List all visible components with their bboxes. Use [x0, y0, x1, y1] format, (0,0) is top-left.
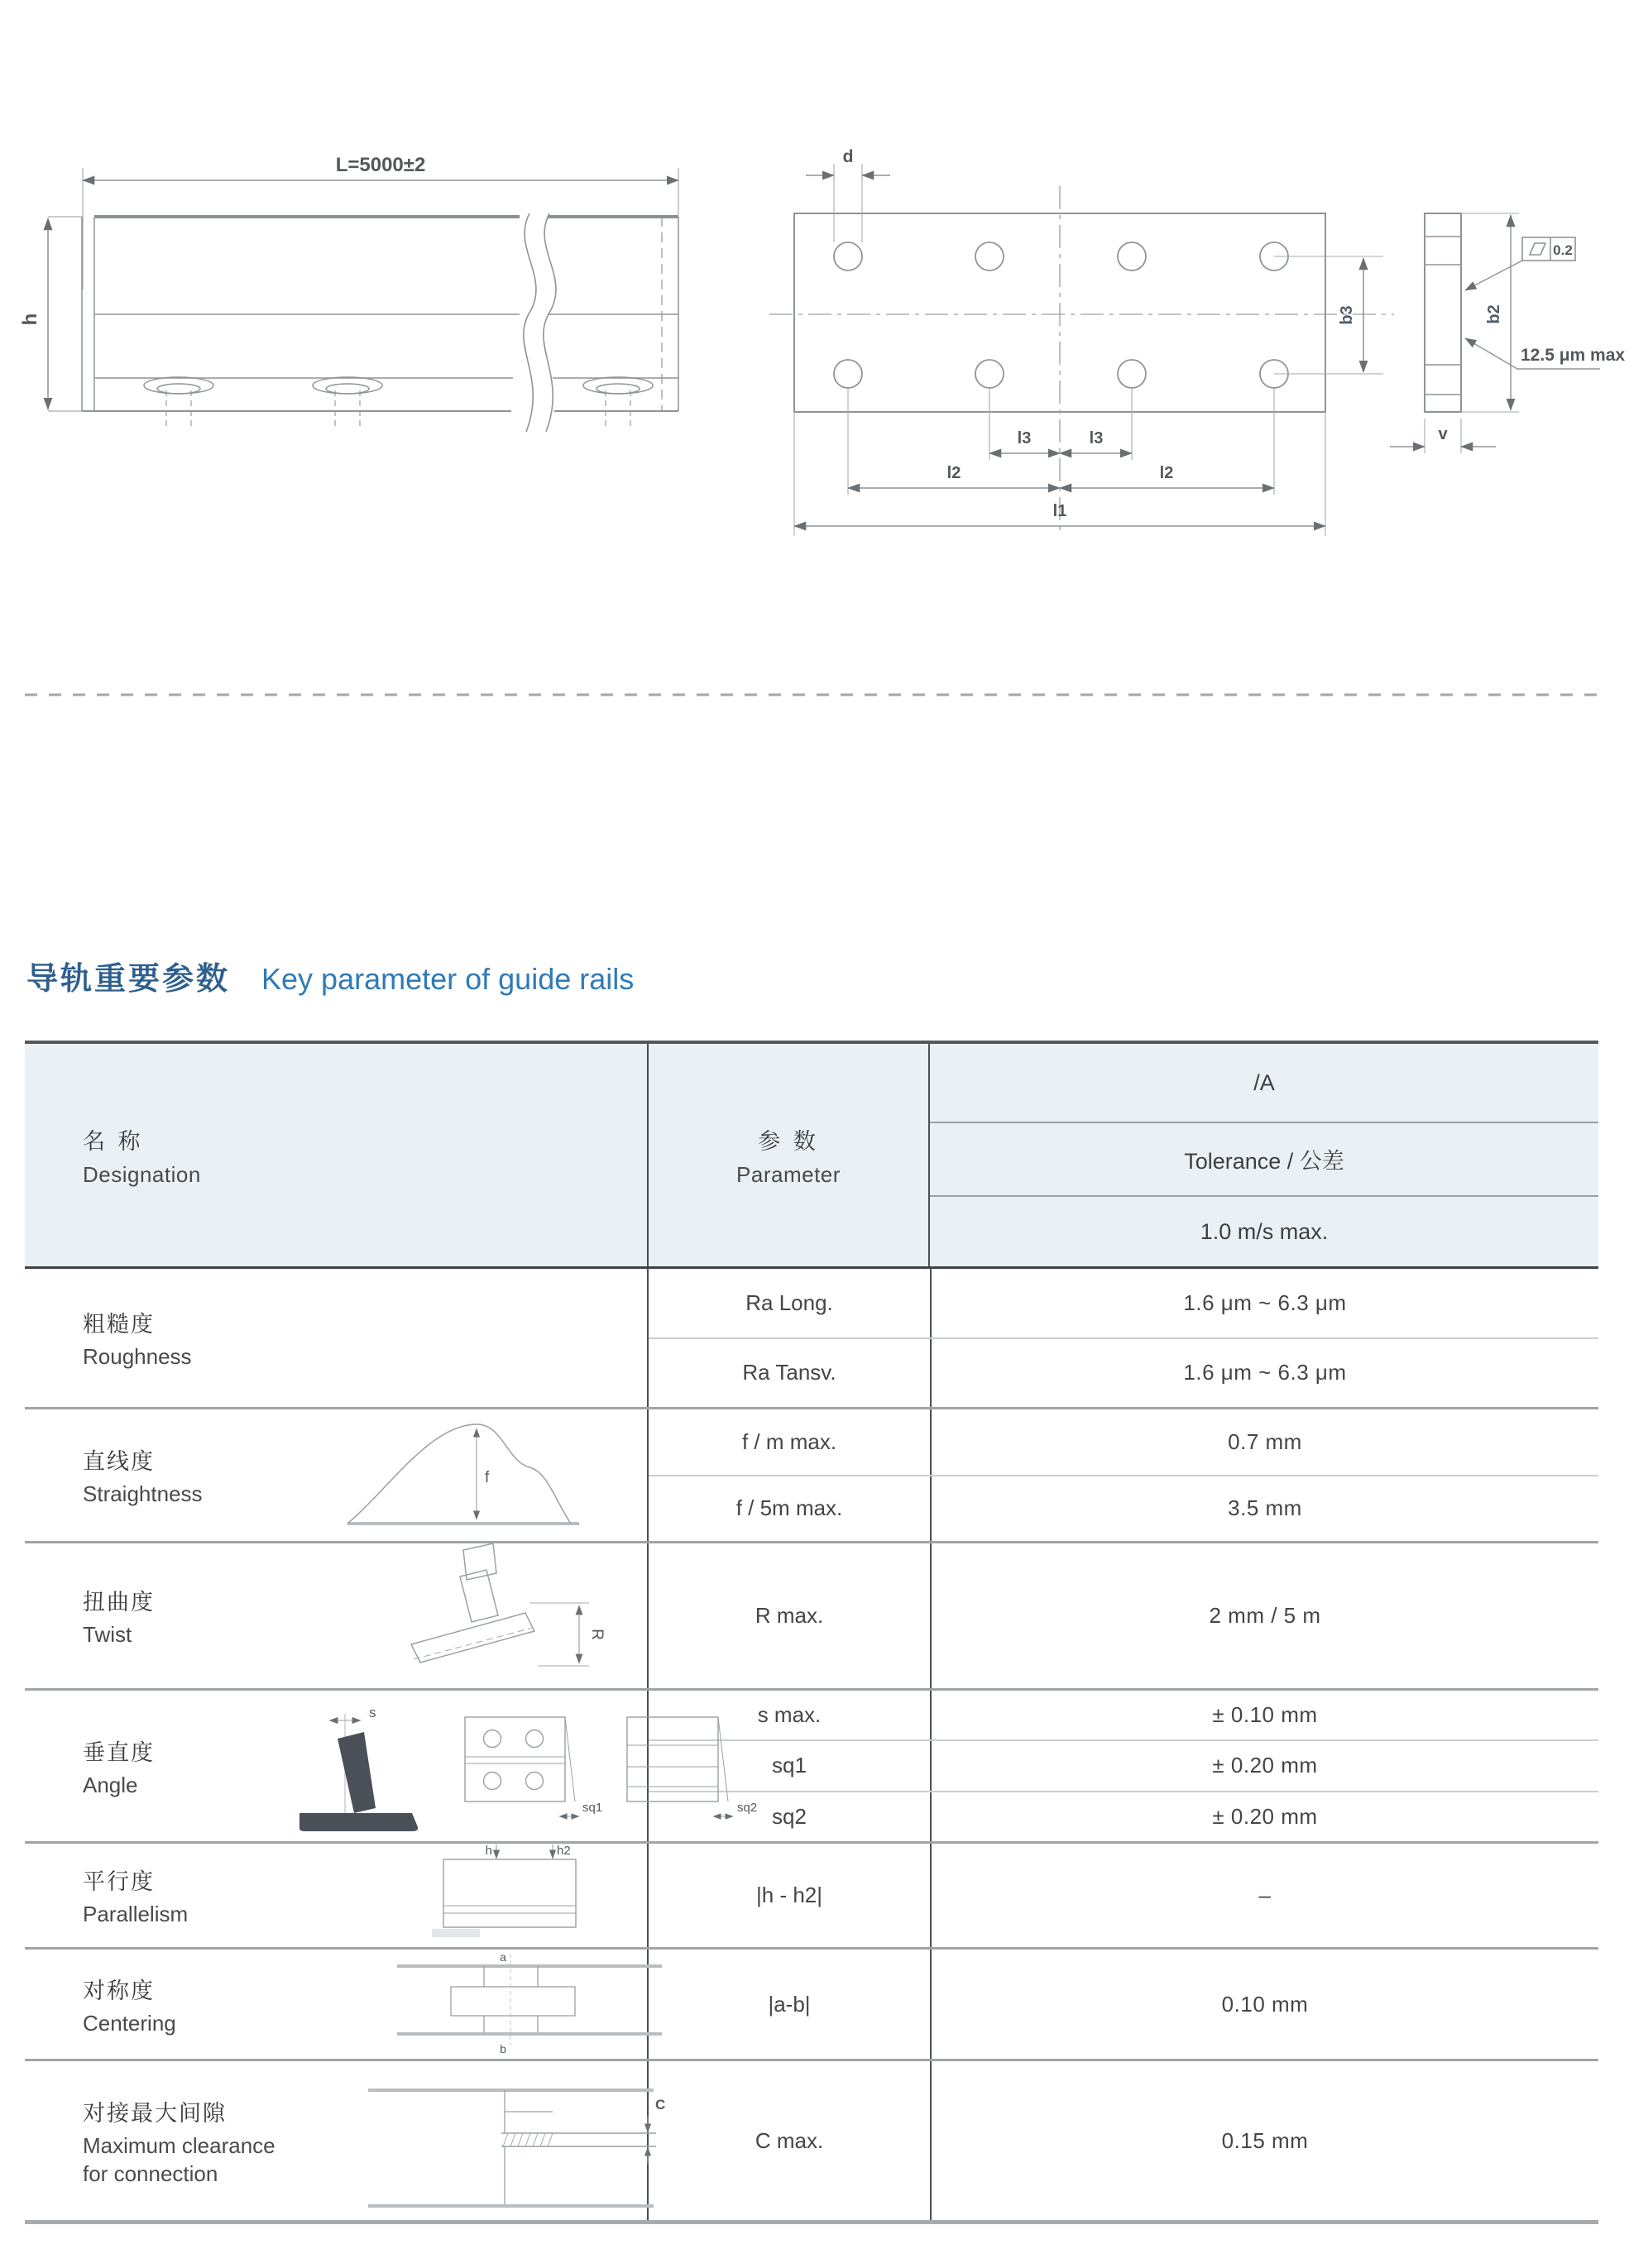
countersink-holes: [144, 377, 653, 430]
row-name-zh: 平行度: [83, 1869, 155, 1894]
value-cell: 3.5 mm: [930, 1476, 1598, 1542]
header-parameter-en: Parameter: [736, 1161, 841, 1187]
row-name-en: Twist: [83, 1622, 132, 1647]
a-label: a: [500, 1950, 506, 1964]
key-parameter-table: [25, 1041, 1598, 2224]
C-label: C: [655, 2097, 666, 2112]
value-cell: 0.7 mm: [930, 1409, 1598, 1475]
param-cell: |a-b|: [768, 1991, 811, 2017]
value-cell: 1.6 μm ~ 6.3 μm: [930, 1339, 1598, 1408]
f-label: f: [485, 1469, 490, 1486]
value-cell: 0.10 mm: [930, 1950, 1598, 2059]
row-name-en: Straightness: [83, 1481, 203, 1506]
row-name-en: Angle: [83, 1772, 138, 1797]
value-cell: ± 0.10 mm: [930, 1691, 1598, 1739]
header-designation-zh: 名 称: [83, 1128, 144, 1154]
b3-dim-label: b3: [1338, 305, 1356, 325]
value-cell: ± 0.20 mm: [930, 1792, 1598, 1841]
R-label: R: [588, 1629, 606, 1640]
b-label: b: [500, 2042, 506, 2055]
param-cell: C max.: [755, 2127, 824, 2153]
header-parameter-zh: 参 数: [758, 1128, 819, 1154]
flatness-tolerance-frame: [1465, 237, 1575, 290]
section-heading-zh: 导轨重要参数: [26, 962, 231, 997]
sq1-label: sq1: [582, 1801, 603, 1815]
row-name-zh: 粗糙度: [83, 1312, 155, 1337]
param-cell: sq2: [772, 1803, 807, 1829]
param-cell: f / m max.: [741, 1428, 837, 1454]
param-cell: f / 5m max.: [735, 1495, 843, 1521]
table-row-roughness: [25, 1269, 1598, 1409]
param-cell: sq1: [772, 1753, 807, 1778]
l2-dim-label: l2: [1159, 464, 1174, 482]
value-cell: –: [930, 1844, 1598, 1947]
row-name-zh: 扭曲度: [83, 1590, 155, 1615]
param-cell: Ra Tansv.: [742, 1360, 836, 1385]
l3-dim-label: l3: [1017, 429, 1032, 447]
h-label: h: [485, 1844, 492, 1858]
height-dim-label: h: [19, 313, 41, 326]
header-class-label: /A: [1253, 1069, 1275, 1095]
value-cell: 1.6 μm ~ 6.3 μm: [930, 1269, 1598, 1337]
l3-dim-label: l3: [1089, 429, 1104, 447]
header-speed-label: 1.0 m/s max.: [930, 1195, 1598, 1266]
mounting-holes: [834, 242, 1288, 388]
row-name-en: Parallelism: [83, 1902, 189, 1926]
table-row-straightness: [25, 1409, 1598, 1543]
param-cell: s max.: [757, 1702, 822, 1728]
sq2-label: sq2: [737, 1801, 758, 1815]
h2-label: h2: [557, 1844, 571, 1858]
section-heading: [26, 953, 634, 998]
b2-dim-label: b2: [1485, 304, 1503, 324]
roughness-note: [1465, 338, 1625, 369]
row-name-en2: for connection: [83, 2160, 218, 2186]
table-row-parallelism: [25, 1844, 1598, 1950]
row-name-zh: 对接最大间隙: [83, 2100, 227, 2126]
row-name-zh: 对称度: [83, 1978, 155, 2003]
top-view-drawing: [769, 147, 1394, 536]
section-heading-en: Key parameter of guide rails: [261, 962, 635, 996]
section-view-drawing: [1390, 213, 1625, 453]
roughness-note-text: 12.5 μm max: [1521, 346, 1626, 365]
table-row-angle: [25, 1691, 1598, 1844]
v-dim-label: v: [1438, 425, 1448, 443]
header-designation-cell: [25, 1044, 647, 1266]
table-row-centering: [25, 1950, 1598, 2061]
l1-dim-label: l1: [1052, 502, 1067, 520]
row-name-en: Centering: [83, 2010, 176, 2036]
header-tolerance-cell: [928, 1044, 1598, 1266]
flatness-value: 0.2: [1553, 242, 1573, 258]
table-header: [25, 1044, 1598, 1269]
param-cell: R max.: [755, 1603, 824, 1628]
row-name-en: Maximum clearance: [83, 2132, 275, 2158]
flatness-icon: [1530, 243, 1545, 255]
header-parameter-cell: [647, 1044, 928, 1266]
value-cell: 0.15 mm: [930, 2061, 1598, 2220]
row-name-zh: 垂直度: [83, 1739, 155, 1765]
s-label: s: [369, 1705, 376, 1720]
value-cell: ± 0.20 mm: [930, 1741, 1598, 1790]
length-dim-label: L=5000±2: [335, 154, 426, 176]
param-cell: |h - h2|: [756, 1883, 822, 1907]
param-cell: Ra Long.: [745, 1290, 833, 1315]
side-view-drawing: [19, 154, 678, 432]
hole-dia-label: d: [842, 147, 854, 166]
value-cell: 2 mm / 5 m: [930, 1543, 1598, 1688]
table-row-max-clearance: [25, 2061, 1598, 2224]
row-name-zh: 直线度: [83, 1449, 155, 1474]
row-name-en: Roughness: [83, 1344, 192, 1369]
l2-dim-label: l2: [946, 464, 961, 482]
header-tolerance-label: Tolerance / 公差: [930, 1122, 1598, 1195]
header-designation-en: Designation: [83, 1161, 201, 1187]
table-row-twist: [25, 1543, 1598, 1691]
